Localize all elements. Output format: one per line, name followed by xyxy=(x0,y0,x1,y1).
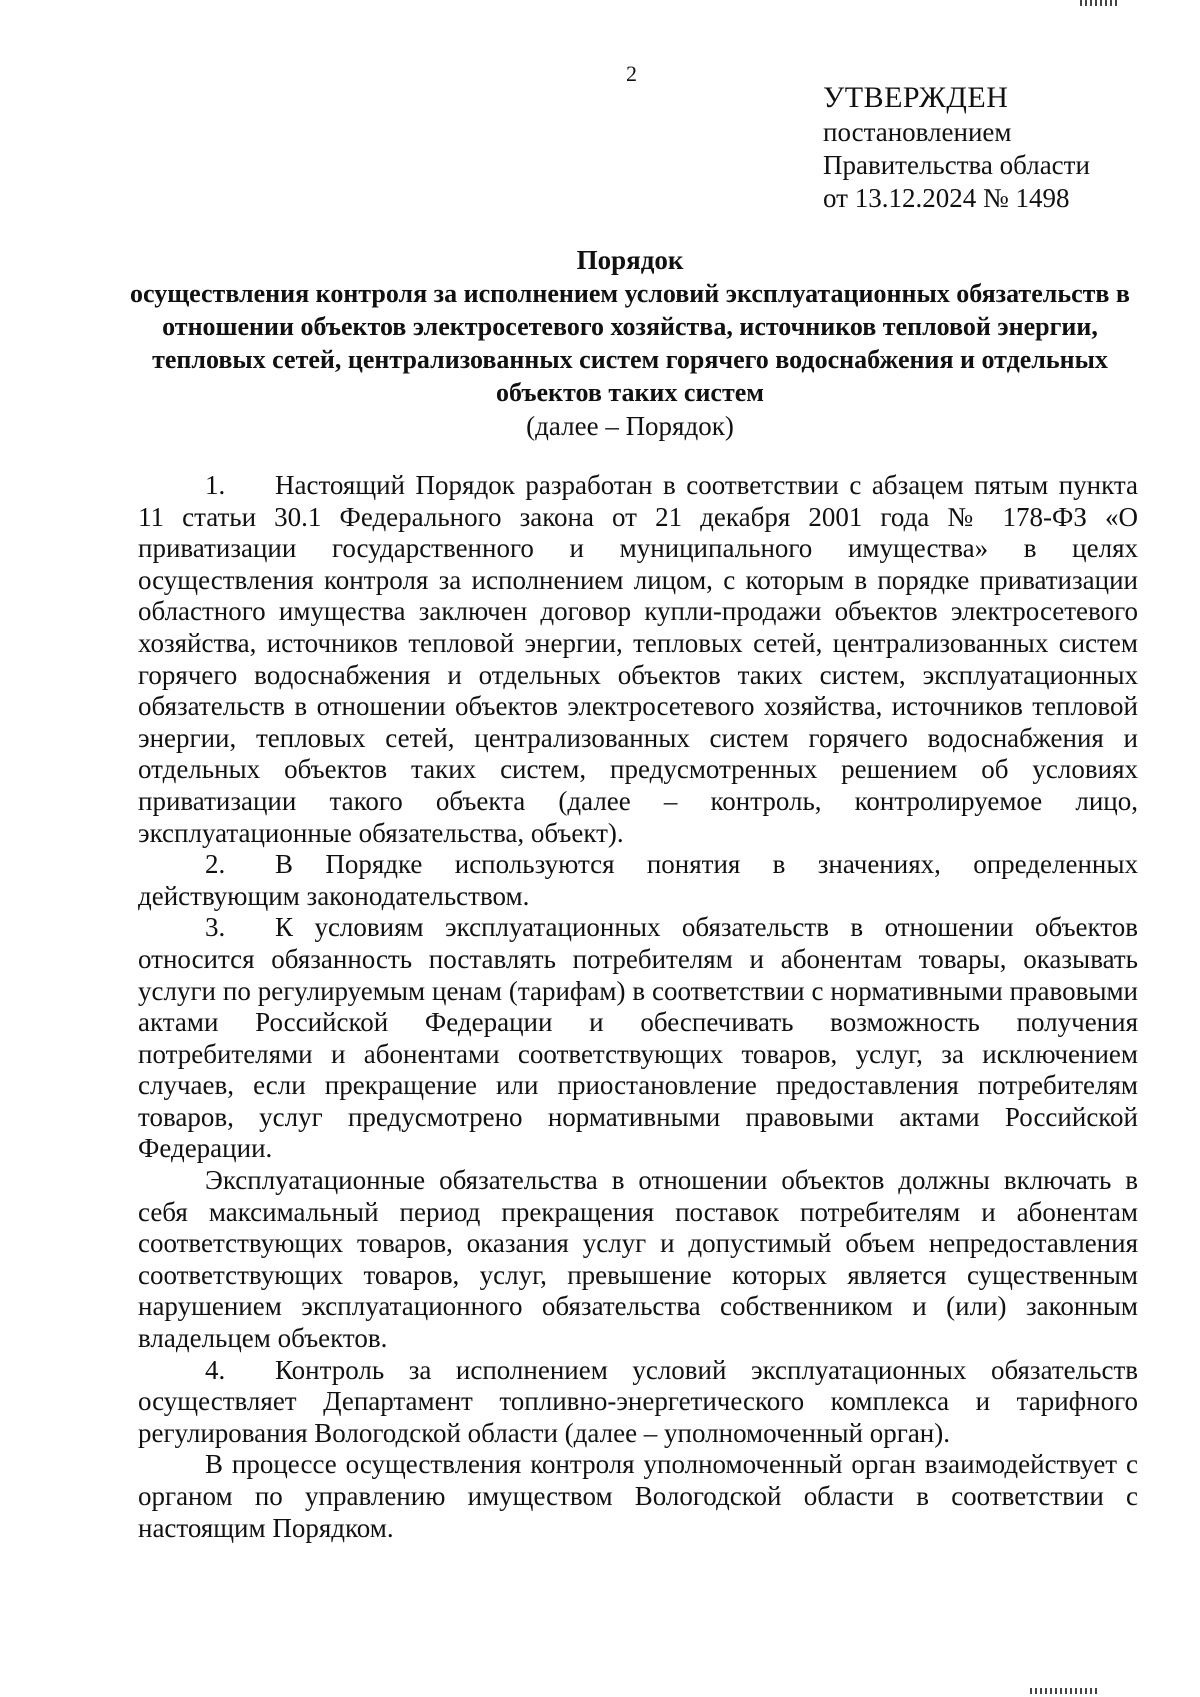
approval-block xyxy=(823,80,1163,215)
paragraph xyxy=(138,1165,1138,1355)
scan-edge-mark xyxy=(1030,1688,1100,1694)
document-body xyxy=(138,470,1138,1544)
paragraph-text: К условиям эксплуатационных обязательств в отношении объектов относится обязанность поставлять потребителям и абонентам товары, оказывать услуги по регулируемым ценам (тарифам) в соответствии с нормативными правовыми актами Российской Федерации и обеспечивать возможность получения потребителями и абонентами соответствующих товаров, услуг, за исключением случаев, если прекращение или приостановление предоставления потребителям товаров, услуг предусмотрено нормативными правовыми актами Российской Федерации. xyxy=(138,912,1138,1164)
scan-edge-mark xyxy=(1080,0,1120,6)
document-header xyxy=(125,244,1135,443)
paragraph-number: 1. xyxy=(205,470,226,500)
paragraph-text: В Порядке используются понятия в значениях, определенных действующим законодательством. xyxy=(138,849,1138,911)
paragraph-text: Эксплуатационные обязательства в отношении объектов должны включать в себя максимальный период прекращения поставок потребителям и абонентам соответствующих товаров, оказания услуг и допустимый объем непредоставления соответствующих товаров, услуг, превышение которых является существенным нарушением эксплуатационного обязательства собственником и (или) законным владельцем объектов. xyxy=(138,1165,1138,1354)
paragraph xyxy=(138,849,1138,912)
paragraph xyxy=(138,470,1138,849)
approval-date-number: от 13.12.2024 № 1498 xyxy=(823,183,1070,213)
page-number: 2 xyxy=(626,61,637,86)
paragraph-number: 2. xyxy=(205,849,226,880)
paragraph-text: В процессе осуществления контроля уполномоченный орган взаимодействует с органом по управлению имуществом Вологодской области в соответствии с настоящим Порядком. xyxy=(138,1449,1138,1543)
paragraph xyxy=(138,912,1138,1165)
paragraph-number: 4. xyxy=(205,1354,226,1385)
paragraph xyxy=(138,1355,1138,1450)
approval-line: Правительства области xyxy=(823,150,1090,180)
document-subtitle: осуществления контроля за исполнением условий эксплуатационных обязательств в отношении объектов электросетевого хозяйства, источников тепловой энергии, тепловых сетей, централизованных систем горячего водоснабжения и отдельных объектов таких систем xyxy=(130,279,1130,407)
approval-title: УТВЕРЖДЕН xyxy=(823,81,1009,114)
paragraph-text: Настоящий Порядок разработан в соответствии с абзацем пятым пункта 11 статьи 30.1 Федерального закона от 21 декабря 2001 года № 178-ФЗ «О приватизации государственного и муниципального имущества» в целях осуществления контроля за исполнением лицом, с которым в порядке приватизации областного имущества заключен договор купли-продажи объектов электросетевого хозяйства, источников тепловой энергии, тепловых сетей, централизованных систем горячего водоснабжения и отдельных объектов таких систем, эксплуатационных обязательств в отношении объектов электросетевого хозяйства, источников тепловой энергии, тепловых сетей, централизованных систем горячего водоснабжения и отдельных объектов таких систем, предусмотренных решением об условиях приватизации такого объекта (далее – контроль, контролируемое лицо, эксплуатационные обязательства, объект). xyxy=(138,470,1138,848)
paragraph-number: 3. xyxy=(205,912,226,943)
paragraph xyxy=(138,1449,1138,1544)
approval-line: постановлением xyxy=(823,117,1012,147)
document-alias: (далее – Порядок) xyxy=(526,411,734,441)
paragraph-text: Контроль за исполнением условий эксплуатационных обязательств осуществляет Департамент топливно-энергетического комплекса и тарифного регулирования Вологодской области (далее – уполномоченный орган). xyxy=(138,1354,1138,1448)
document-title: Порядок xyxy=(576,245,684,275)
